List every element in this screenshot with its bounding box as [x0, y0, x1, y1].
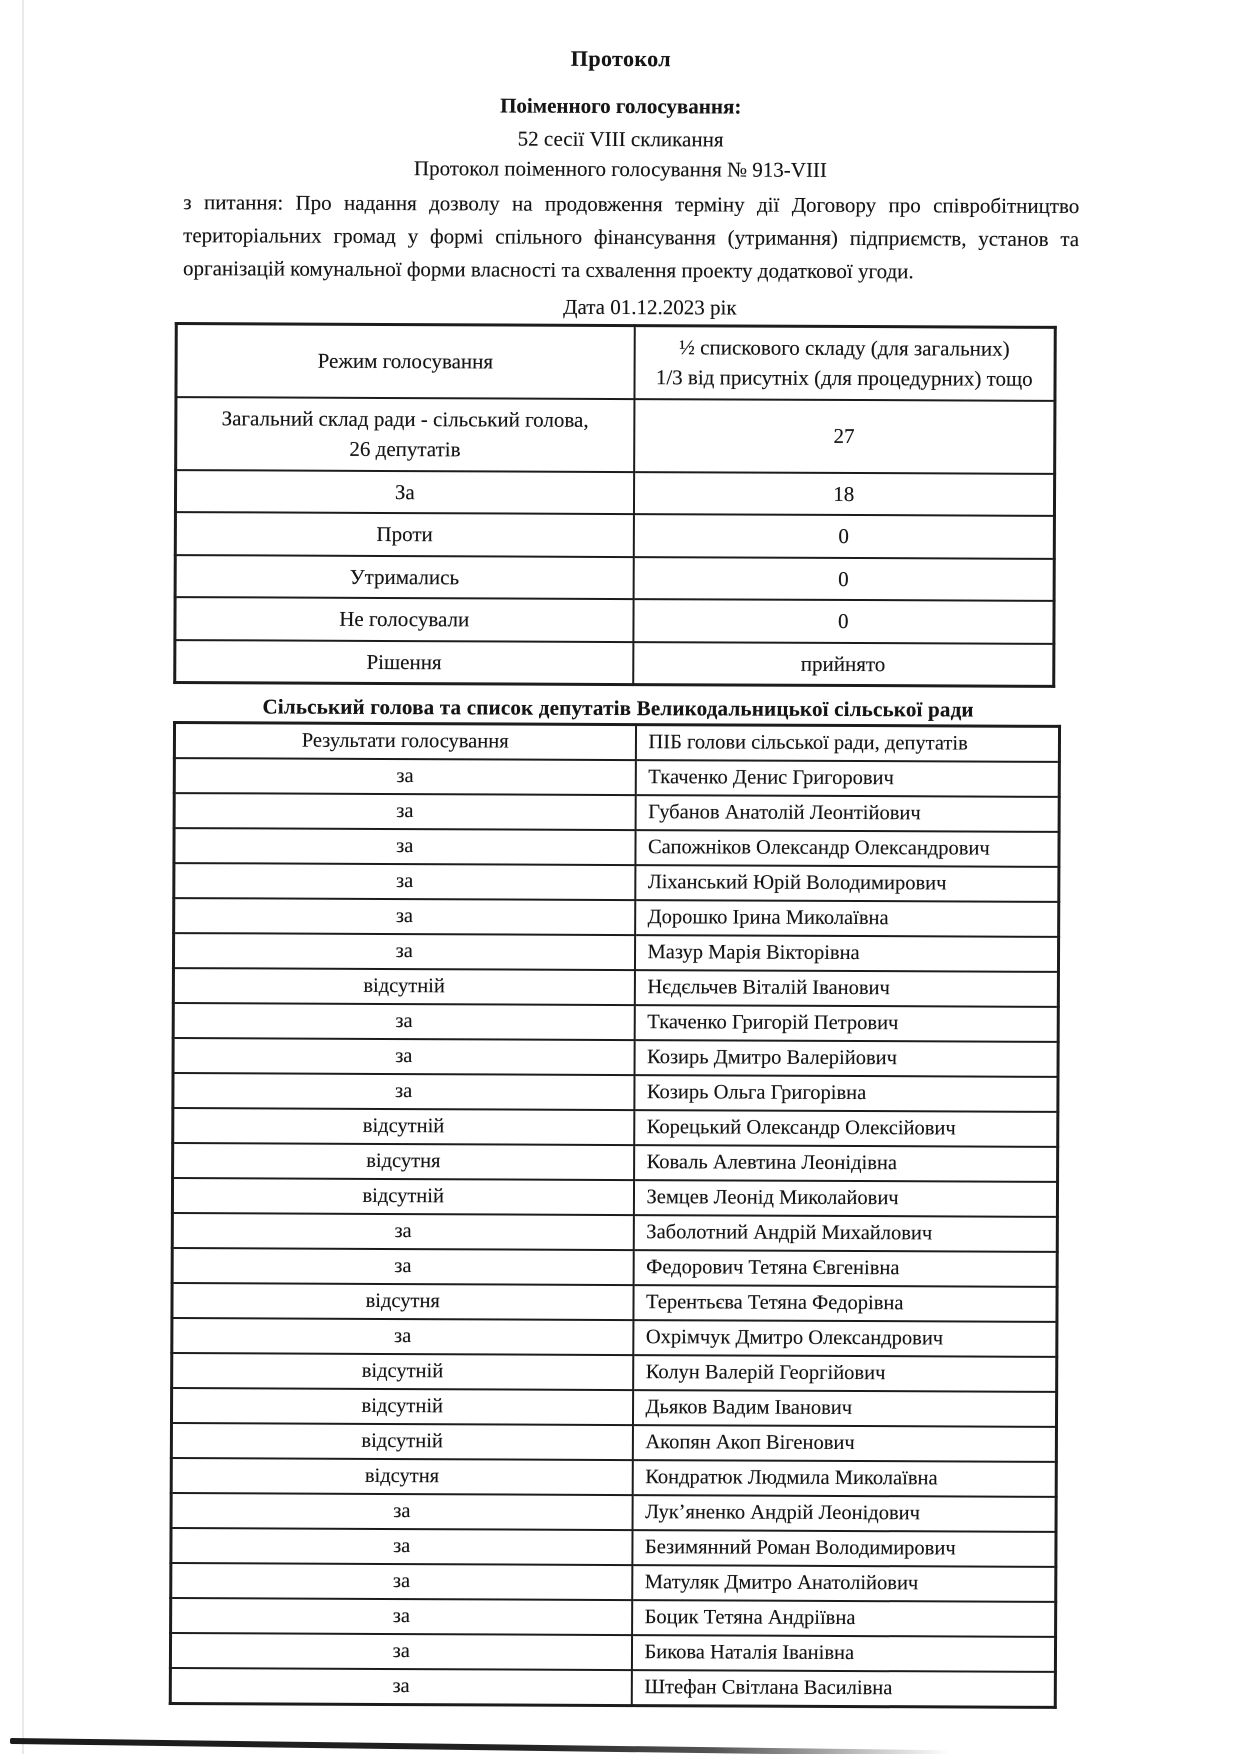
vote-result-cell: відсутній [171, 1423, 632, 1460]
deputy-name-cell: Охрімчук Дмитро Олександрович [633, 1320, 1057, 1357]
summary-label-decision: Рішення [175, 640, 633, 685]
question-paragraph: з питання: Про надання дозволу на продовження терміну дії Договору про співробітництво територіальних громад у формі спільного фінансування (утримання) підприємств, установ та організацій комунальної форми власності та схвалення проекту додаткової угоди. [182, 190, 1080, 284]
vote-result-cell: за [171, 1493, 632, 1530]
vote-result-cell: відсутня [172, 1283, 633, 1320]
table-row [174, 898, 1059, 937]
document-content [169, 44, 1080, 1709]
summary-label-regime: Режим голосування [176, 324, 634, 399]
table-row [171, 1458, 1056, 1497]
table-row [171, 1598, 1056, 1637]
table-row [174, 793, 1059, 832]
deputy-name-cell: Нєдєльчев Віталій Іванович [634, 970, 1058, 1007]
session-line: 52 сесії VIII скликання [517, 126, 724, 152]
table-header-row [174, 722, 1059, 761]
table-row [173, 1143, 1058, 1182]
vote-result-cell: за [174, 828, 635, 865]
deputy-name-cell: Губанов Анатолій Леонтійович [635, 795, 1059, 832]
deputy-name-cell: Коваль Алевтина Леонідівна [634, 1145, 1058, 1182]
summary-label-notvoted: Не голосували [175, 597, 633, 641]
table-row [174, 758, 1059, 797]
table-row [172, 1248, 1057, 1287]
table-row [176, 397, 1055, 474]
scan-edge-bottom [10, 1738, 950, 1754]
table-row [173, 933, 1058, 972]
deputy-name-cell: Козирь Ольга Григорівна [634, 1075, 1058, 1112]
table-row [173, 1038, 1058, 1077]
roster-heading: Сільський голова та список депутатів Великодальницької сільської ради [262, 694, 974, 722]
table-row [173, 1073, 1058, 1112]
table-row [175, 555, 1054, 601]
deputies-roster-table [169, 721, 1061, 1709]
deputy-name-cell: Мазур Марія Вікторівна [634, 935, 1058, 972]
deputy-name-cell: Земцев Леонід Миколайович [633, 1180, 1057, 1217]
vote-result-cell: за [174, 863, 635, 900]
vote-result-cell: за [173, 1003, 634, 1040]
deputy-name-cell: Штефан Світлана Василівна [631, 1670, 1055, 1707]
table-row [175, 512, 1054, 558]
vote-result-cell: за [173, 1073, 634, 1110]
deputy-name-cell: Терентьєва Тетяна Федорівна [633, 1285, 1057, 1322]
summary-value-for: 18 [633, 472, 1054, 516]
table-row [172, 1283, 1057, 1322]
table-row [170, 1668, 1055, 1707]
deputy-name-cell: Федорович Тетяна Євгенівна [633, 1250, 1057, 1287]
date-line: Дата 01.12.2023 рік [563, 294, 737, 320]
table-row [175, 597, 1054, 643]
vote-result-cell: за [173, 933, 634, 970]
deputy-name-cell: Безимянний Роман Володимирович [632, 1530, 1056, 1567]
table-row [171, 1528, 1056, 1567]
deputy-name-cell: Лук’яненко Андрій Леонідович [632, 1495, 1056, 1532]
document-subtitle: Поіменного голосування: [500, 93, 742, 119]
deputy-name-cell: Козирь Дмитро Валерійович [634, 1040, 1058, 1077]
voting-summary-table [173, 322, 1057, 688]
deputy-name-cell: Заболотний Андрій Михайлович [633, 1215, 1057, 1252]
vote-result-cell: за [171, 1563, 632, 1600]
table-row [171, 1388, 1056, 1427]
summary-label-composition: Загальний склад ради - сільський голова, 26 депутатів [176, 397, 634, 472]
summary-value-decision: прийнято [633, 642, 1054, 687]
summary-label-for: За [175, 470, 633, 514]
deputy-name-cell: Боцик Тетяна Андріївна [632, 1600, 1056, 1637]
vote-result-cell: за [172, 1318, 633, 1355]
summary-value-abstained: 0 [633, 557, 1054, 601]
summary-value-against: 0 [633, 514, 1054, 558]
table-row [173, 1003, 1058, 1042]
vote-result-cell: відсутній [172, 1178, 633, 1215]
page-title: Протокол [570, 45, 672, 72]
table-row [176, 324, 1055, 401]
deputy-name-cell: Акопян Акоп Вігенович [632, 1425, 1056, 1462]
summary-value-regime: ½ спискового складу (для загальних) 1/3 від присутніх (для процедурних) тощо [634, 326, 1055, 401]
deputy-name-cell: Дьяков Вадим Іванович [632, 1390, 1056, 1427]
vote-result-cell: відсутня [171, 1458, 632, 1495]
vote-result-cell: за [174, 898, 635, 935]
summary-label-abstained: Утримались [175, 555, 633, 599]
table-row [170, 1633, 1055, 1672]
vote-result-cell: за [172, 1213, 633, 1250]
vote-result-cell: за [174, 758, 635, 795]
deputy-name-cell: Дорошко Ірина Миколаївна [635, 900, 1059, 937]
vote-result-cell: за [174, 793, 635, 830]
deputy-name-cell: Кондратюк Людмила Миколаївна [632, 1460, 1056, 1497]
vote-result-cell: за [170, 1633, 631, 1670]
table-row [175, 470, 1054, 516]
vote-result-cell: відсутня [173, 1143, 634, 1180]
deputy-name-cell: Матуляк Дмитро Анатолійович [632, 1565, 1056, 1602]
table-row [174, 828, 1059, 867]
table-row [172, 1178, 1057, 1217]
scan-edge-left [22, 0, 24, 1754]
deputy-name-cell: Ткаченко Григорій Петрович [634, 1005, 1058, 1042]
deputy-name-cell: Сапожніков Олександр Олександрович [635, 830, 1059, 867]
vote-result-cell: відсутній [173, 1108, 634, 1145]
vote-result-cell: відсутній [172, 1353, 633, 1390]
table-row [172, 1213, 1057, 1252]
table-row [171, 1563, 1056, 1602]
column-header-result: Результати голосування [174, 722, 635, 760]
vote-result-cell: відсутній [171, 1388, 632, 1425]
table-row [172, 1318, 1057, 1357]
table-row [173, 1108, 1058, 1147]
vote-result-cell: за [173, 1038, 634, 1075]
vote-result-cell: відсутній [173, 968, 634, 1005]
table-row [171, 1493, 1056, 1532]
protocol-number-line: Протокол поіменного голосування № 913-VIII [413, 156, 828, 182]
deputy-name-cell: Колун Валерій Георгійович [633, 1355, 1057, 1392]
summary-value-composition: 27 [634, 399, 1055, 474]
table-row [171, 1423, 1056, 1462]
deputy-name-cell: Бикова Наталія Іванівна [631, 1635, 1055, 1672]
table-row [174, 863, 1059, 902]
column-header-name: ПІБ голови сільської ради, депутатів [635, 725, 1059, 762]
vote-result-cell: за [172, 1248, 633, 1285]
deputy-name-cell: Ткаченко Денис Григорович [635, 760, 1059, 797]
vote-result-cell: за [171, 1528, 632, 1565]
table-row [175, 640, 1054, 687]
summary-label-against: Проти [175, 512, 633, 556]
vote-result-cell: за [171, 1598, 632, 1635]
table-row [172, 1353, 1057, 1392]
summary-value-notvoted: 0 [633, 599, 1054, 643]
table-row [173, 968, 1058, 1007]
deputy-name-cell: Корецький Олександр Олексійович [634, 1110, 1058, 1147]
deputy-name-cell: Ліханський Юрій Володимирович [635, 865, 1059, 902]
vote-result-cell: за [170, 1668, 631, 1706]
